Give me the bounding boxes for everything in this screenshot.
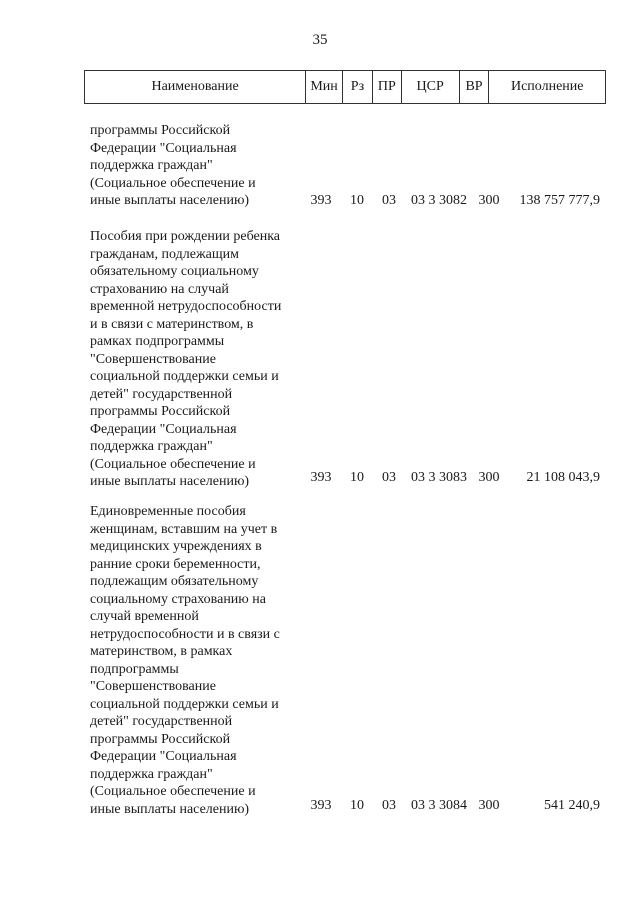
header-vr: ВР bbox=[459, 71, 489, 103]
row-pr: 03 bbox=[382, 798, 396, 813]
row-min: 393 bbox=[310, 193, 332, 208]
row-vr: 300 bbox=[478, 798, 500, 813]
row-csr: 03 3 3082 bbox=[411, 193, 467, 208]
header-rz: Рз bbox=[342, 71, 372, 103]
row-pr: 03 bbox=[382, 470, 396, 485]
table-row bbox=[0, 122, 640, 212]
row-rz: 10 bbox=[350, 470, 364, 485]
row-rz: 10 bbox=[350, 798, 364, 813]
header-min: Мин bbox=[305, 71, 342, 103]
row-isp: 541 240,9 bbox=[544, 798, 600, 813]
row-csr: 03 3 3084 bbox=[411, 798, 467, 813]
row-vr: 300 bbox=[478, 193, 500, 208]
row-pr: 03 bbox=[382, 193, 396, 208]
header-isp: Исполнение bbox=[488, 71, 605, 103]
row-min: 393 bbox=[310, 798, 332, 813]
table-row bbox=[0, 228, 640, 493]
row-name: Единовременные пособия женщинам, вставшим на учет в медицинских учреждениях в ранние сроки беременности, подлежащим обязательному социальному страхованию на случай временной нетрудоспособности и в связи с материнством, в рамках подпрограммы "Совершенствование социальной поддержки семьи и детей" государственной программы Российской Федерации "Социальная поддержка граждан" (Социальное обеспечение и иные выплаты населению) bbox=[90, 504, 280, 817]
row-csr: 03 3 3083 bbox=[411, 470, 467, 485]
header-pr: ПР bbox=[372, 71, 401, 103]
row-min: 393 bbox=[310, 470, 332, 485]
row-name: программы Российской Федерации "Социальная поддержка граждан" (Социальное обеспечение и иные выплаты населению) bbox=[90, 123, 256, 208]
row-rz: 10 bbox=[350, 193, 364, 208]
row-vr: 300 bbox=[478, 470, 500, 485]
header-name: Наименование bbox=[151, 79, 239, 94]
table-row bbox=[0, 503, 640, 821]
header-csr: ЦСР bbox=[401, 71, 459, 103]
table-header bbox=[84, 70, 606, 104]
row-isp: 21 108 043,9 bbox=[526, 470, 600, 485]
row-isp: 138 757 777,9 bbox=[519, 193, 600, 208]
row-name: Пособия при рождении ребенка гражданам, подлежащим обязательному социальному страхованию на случай временной нетрудоспособности и в связи с материнством, в рамках подпрограммы "Совершенствование социальной поддержки семьи и детей" государственной программы Российской Федерации "Социальная поддержка граждан" (Социальное обеспечение и иные выплаты населению) bbox=[90, 229, 282, 489]
page-number: 35 bbox=[312, 32, 328, 48]
